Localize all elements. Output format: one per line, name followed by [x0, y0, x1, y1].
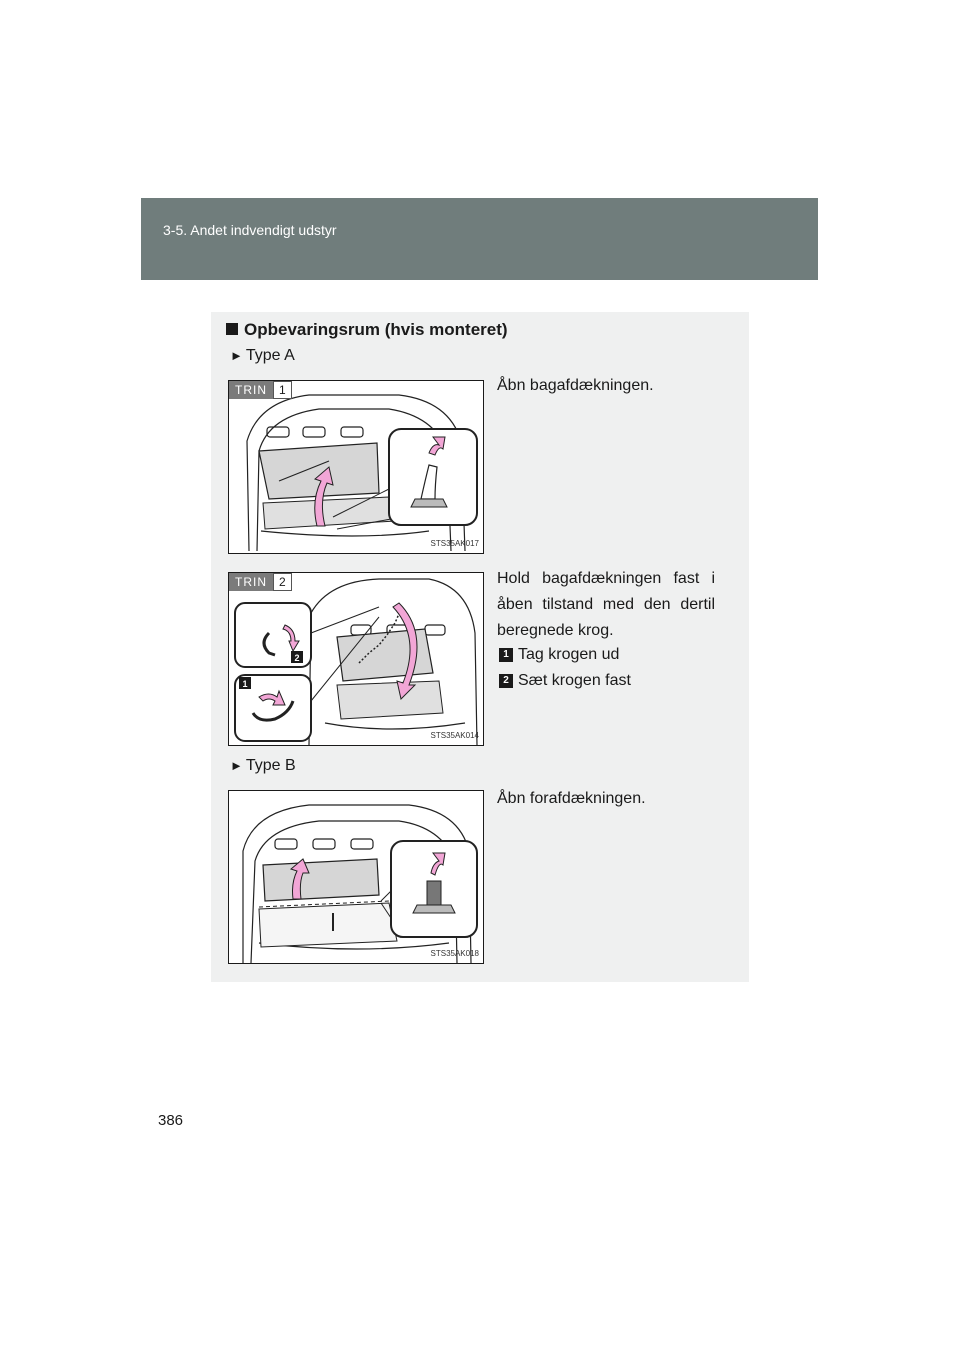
sub-item-2: 2 Sæt krogen fast — [499, 672, 631, 690]
step-2-text: Hold bagafdækningen fast i åben tilstand med den dertil beregnede krog. — [497, 570, 715, 639]
trunk-illustration — [229, 381, 484, 554]
callout-2-label: 2 — [294, 653, 300, 663]
figure-code: STS35AK018 — [430, 949, 479, 958]
step-1-text: Åbn bagafdækningen. — [497, 377, 654, 394]
type-a-label: ► Type A — [230, 347, 295, 364]
number-badge: 1 — [499, 648, 513, 662]
step-badge: TRIN 2 — [229, 573, 292, 591]
type-b-label: ► Type B — [230, 757, 296, 774]
figure-code: STS35AK017 — [430, 539, 479, 548]
section-title: 3-5. Andet indvendigt udstyr — [163, 222, 337, 238]
square-bullet-icon — [226, 323, 238, 335]
figure-step-2 — [228, 572, 484, 746]
figure-type-b — [228, 790, 484, 964]
page-number: 386 — [158, 1112, 184, 1129]
number-badge: 2 — [499, 674, 513, 688]
sub-item-1: 1 Tag krogen ud — [499, 646, 619, 664]
front-cover-illustration — [229, 791, 484, 964]
figure-step-1 — [228, 380, 484, 554]
triangle-icon: ► — [230, 758, 243, 773]
triangle-icon: ► — [230, 348, 243, 363]
figure-code: STS35AK014 — [430, 731, 479, 740]
callout-1-label: 1 — [242, 679, 248, 689]
step-badge: TRIN 1 — [229, 381, 292, 399]
trunk-hook-illustration — [229, 573, 484, 746]
step-3-text: Åbn forafdækningen. — [497, 790, 646, 807]
section-heading: Opbevaringsrum (hvis monteret) — [226, 320, 508, 340]
header-band — [141, 198, 818, 280]
